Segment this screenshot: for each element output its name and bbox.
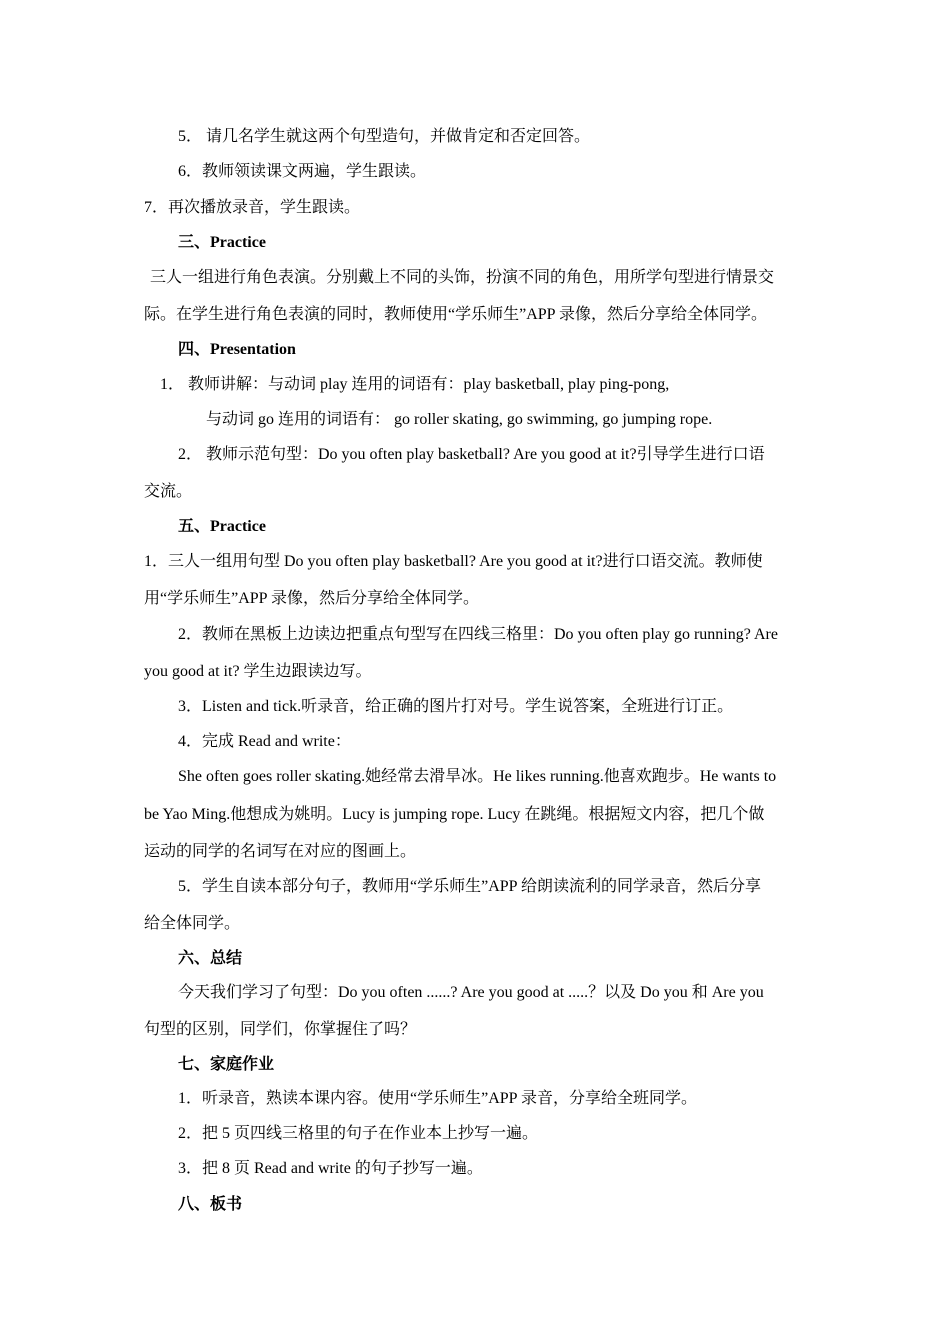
section-heading-blackboard: 八、板书 [178, 1196, 243, 1213]
paragraph-line: 三人一组进行角色表演。分别戴上不同的头饰，扮演不同的角色，用所学句型进行情景交 [150, 269, 775, 286]
paragraph-line: 句型的区别，同学们，你掌握住了吗？ [144, 1021, 417, 1038]
paragraph-line: be Yao Ming.他想成为姚明。Lucy is jumping rope. Lucy 在跳绳。根据短文内容，把几个做 [144, 806, 765, 823]
paragraph-line: 际。在学生进行角色表演的同时，教师使用“学乐师生”APP 录像，然后分享给全体同学。 [144, 306, 767, 323]
paragraph-line: 4．完成 Read and write： [178, 733, 351, 750]
step-7: 7．再次播放录音，学生跟读。 [144, 199, 361, 216]
paragraph-line: 2． 教师示范句型：Do you often play basketball? Are you good at it?引导学生进行口语 [178, 446, 765, 463]
paragraph-line: 给全体同学。 [144, 915, 241, 932]
step-5: 5． 请几名学生就这两个句型造句，并做肯定和否定回答。 [178, 128, 591, 145]
step-6: 6．教师领读课文两遍，学生跟读。 [178, 163, 427, 180]
paragraph-line: 2．教师在黑板上边读边把重点句型写在四线三格里：Do you often play go running? Are [178, 626, 778, 643]
paragraph-line: She often goes roller skating.她经常去滑旱冰。He likes running.他喜欢跑步。He wants to [178, 768, 777, 785]
homework-item-3: 3．把 8 页 Read and write 的句子抄写一遍。 [178, 1160, 483, 1177]
paragraph-line: 运动的同学的名词写在对应的图画上。 [144, 843, 417, 860]
paragraph-line: 今天我们学习了句型：Do you often ......? Are you good at .....？以及 Do you 和 Are you [178, 984, 764, 1001]
section-heading-practice-3: 三、Practice [178, 234, 266, 251]
section-heading-summary: 六、总结 [178, 950, 243, 967]
paragraph-line: 3．Listen and tick.听录音，给正确的图片打对号。学生说答案，全班进行订正。 [178, 698, 734, 715]
section-heading-presentation: 四、Presentation [178, 341, 296, 358]
paragraph-line: 交流。 [144, 483, 193, 500]
homework-item-2: 2．把 5 页四线三格里的句子在作业本上抄写一遍。 [178, 1125, 539, 1142]
homework-item-1: 1．听录音，熟读本课内容。使用“学乐师生”APP 录音，分享给全班同学。 [178, 1090, 697, 1107]
paragraph-line: 1．三人一组用句型 Do you often play basketball? Are you good at it?进行口语交流。教师使 [144, 553, 763, 570]
section-heading-homework: 七、家庭作业 [178, 1056, 275, 1073]
paragraph-line: 1． 教师讲解：与动词 play 连用的词语有：play basketball, play ping-pong, [160, 376, 670, 393]
paragraph-line: 5．学生自读本部分句子，教师用“学乐师生”APP 给朗读流利的同学录音，然后分享 [178, 878, 761, 895]
section-heading-practice-5: 五、Practice [178, 518, 266, 535]
paragraph-line: 与动词 go 连用的词语有： go roller skating, go swimming, go jumping rope. [206, 411, 713, 428]
paragraph-line: you good at it? 学生边跟读边写。 [144, 663, 372, 680]
paragraph-line: 用“学乐师生”APP 录像，然后分享给全体同学。 [144, 590, 479, 607]
